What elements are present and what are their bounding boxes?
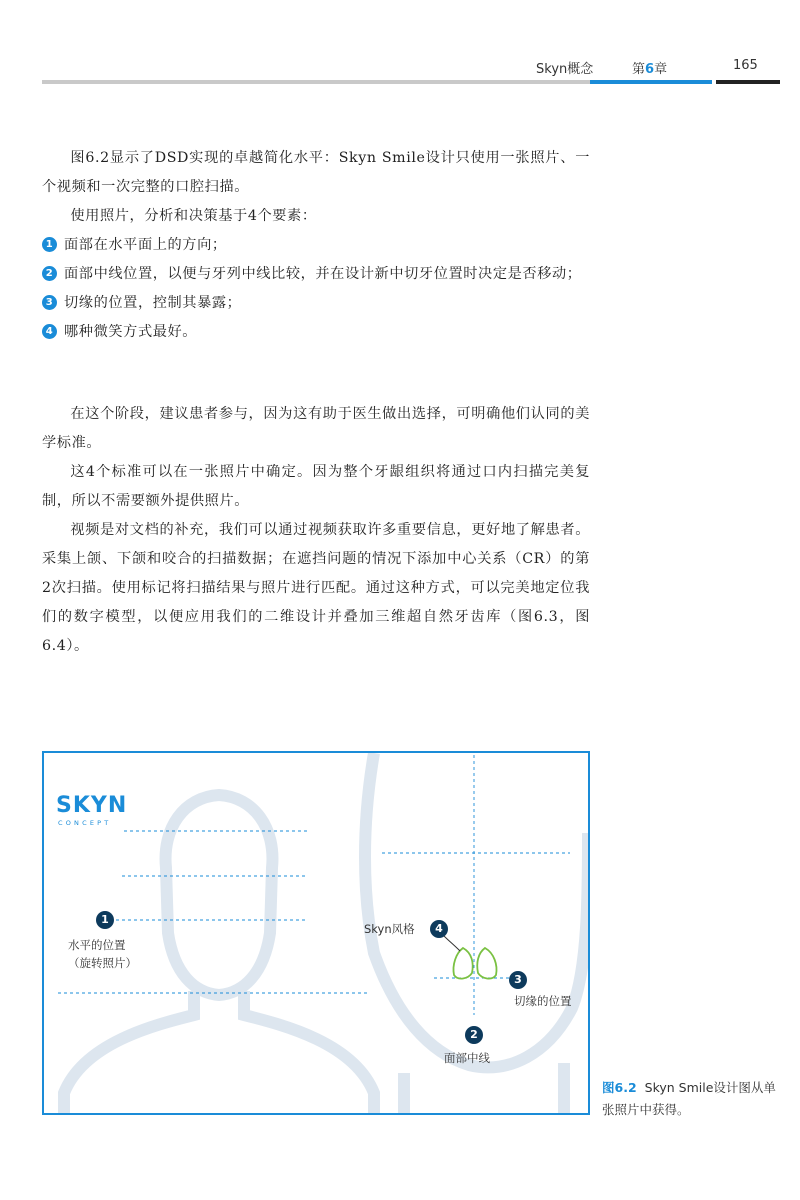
list-number-badge: 2 (42, 266, 57, 281)
list-item (42, 231, 590, 260)
paragraph-1: 图6.2显示了DSD实现的卓越简化水平：Skyn Smile设计只使用一张照片、一个视频和一次完整的口腔扫描。 (42, 150, 590, 195)
label-incisal-edge: 切缘的位置 (514, 994, 572, 1008)
list-item (42, 318, 590, 347)
left-silhouette (64, 795, 374, 1113)
list-item (42, 289, 590, 318)
badge-4-pointer (444, 936, 460, 951)
label-facial-midline: 面部中线 (444, 1051, 490, 1065)
paragraph-4: 这4个标准可以在一张照片中确定。因为整个牙龈组织将通过口内扫描完美复制，所以不需要额外提供照片。 (42, 464, 590, 509)
figure-badge-4: 4 (430, 920, 448, 938)
running-header-section: Skyn概念 (536, 62, 594, 77)
element-list (42, 231, 590, 347)
paragraph-2: 使用照片，分析和决策基于4个要素： (70, 208, 317, 224)
caption-text: Skyn Smile设计图从单张照片中获得。 (602, 1080, 776, 1117)
label-horizontal-position: 水平的位置 (68, 938, 126, 952)
list-item-text: 哪种微笑方式最好。 (64, 324, 198, 340)
skyn-logo-subtitle: CONCEPT (58, 819, 112, 827)
list-item-text: 面部中线位置，以便与牙列中线比较，并在设计新中切牙位置时决定是否移动； (64, 266, 582, 282)
caption-number: 图6.2 (602, 1080, 637, 1095)
list-number-badge: 4 (42, 324, 57, 339)
list-item-text: 切缘的位置，控制其暴露； (64, 295, 242, 311)
figure-badge-1: 1 (96, 911, 114, 929)
guide-lines (58, 755, 570, 1015)
chapter-prefix: 第 (632, 62, 646, 77)
page-number: 165 (733, 58, 758, 73)
skyn-logo: SKYN (56, 793, 128, 818)
header-rule-dark (716, 80, 780, 84)
paragraph-5: 视频是对文档的补充，我们可以通过视频获取许多重要信息，更好地了解患者。采集上颌、下颌和咬合的扫描数据；在遮挡问题的情况下添加中心关系（CR）的第2次扫描。使用标记将扫描结果与照片进行匹配。通过这种方式，可以完美地定位我们的数字模型，以便应用我们的二维设计并叠加三维超自然牙齿库（图6.3，图6.4）。 (42, 522, 590, 654)
chapter-number: 6 (645, 62, 655, 77)
chapter-suffix: 章 (654, 62, 668, 77)
header-rule-gray (42, 80, 590, 84)
figure-caption (602, 1077, 787, 1121)
paragraph-3: 在这个阶段，建议患者参与，因为这有助于医生做出选择，可明确他们认同的美学标准。 (42, 406, 590, 451)
header-rule-blue (590, 80, 712, 84)
list-number-badge: 1 (42, 237, 57, 252)
figure-badge-2: 2 (465, 1026, 483, 1044)
figure-6-2 (42, 751, 590, 1115)
teeth-outline (453, 948, 496, 979)
label-rotate-photo: （旋转照片） (68, 956, 137, 970)
list-item (42, 260, 590, 289)
list-number-badge: 3 (42, 295, 57, 310)
list-item-text: 面部在水平面上的方向； (64, 237, 227, 253)
figure-badge-3: 3 (509, 971, 527, 989)
label-skyn-style: Skyn风格 (364, 922, 415, 936)
running-header-chapter (632, 58, 667, 77)
